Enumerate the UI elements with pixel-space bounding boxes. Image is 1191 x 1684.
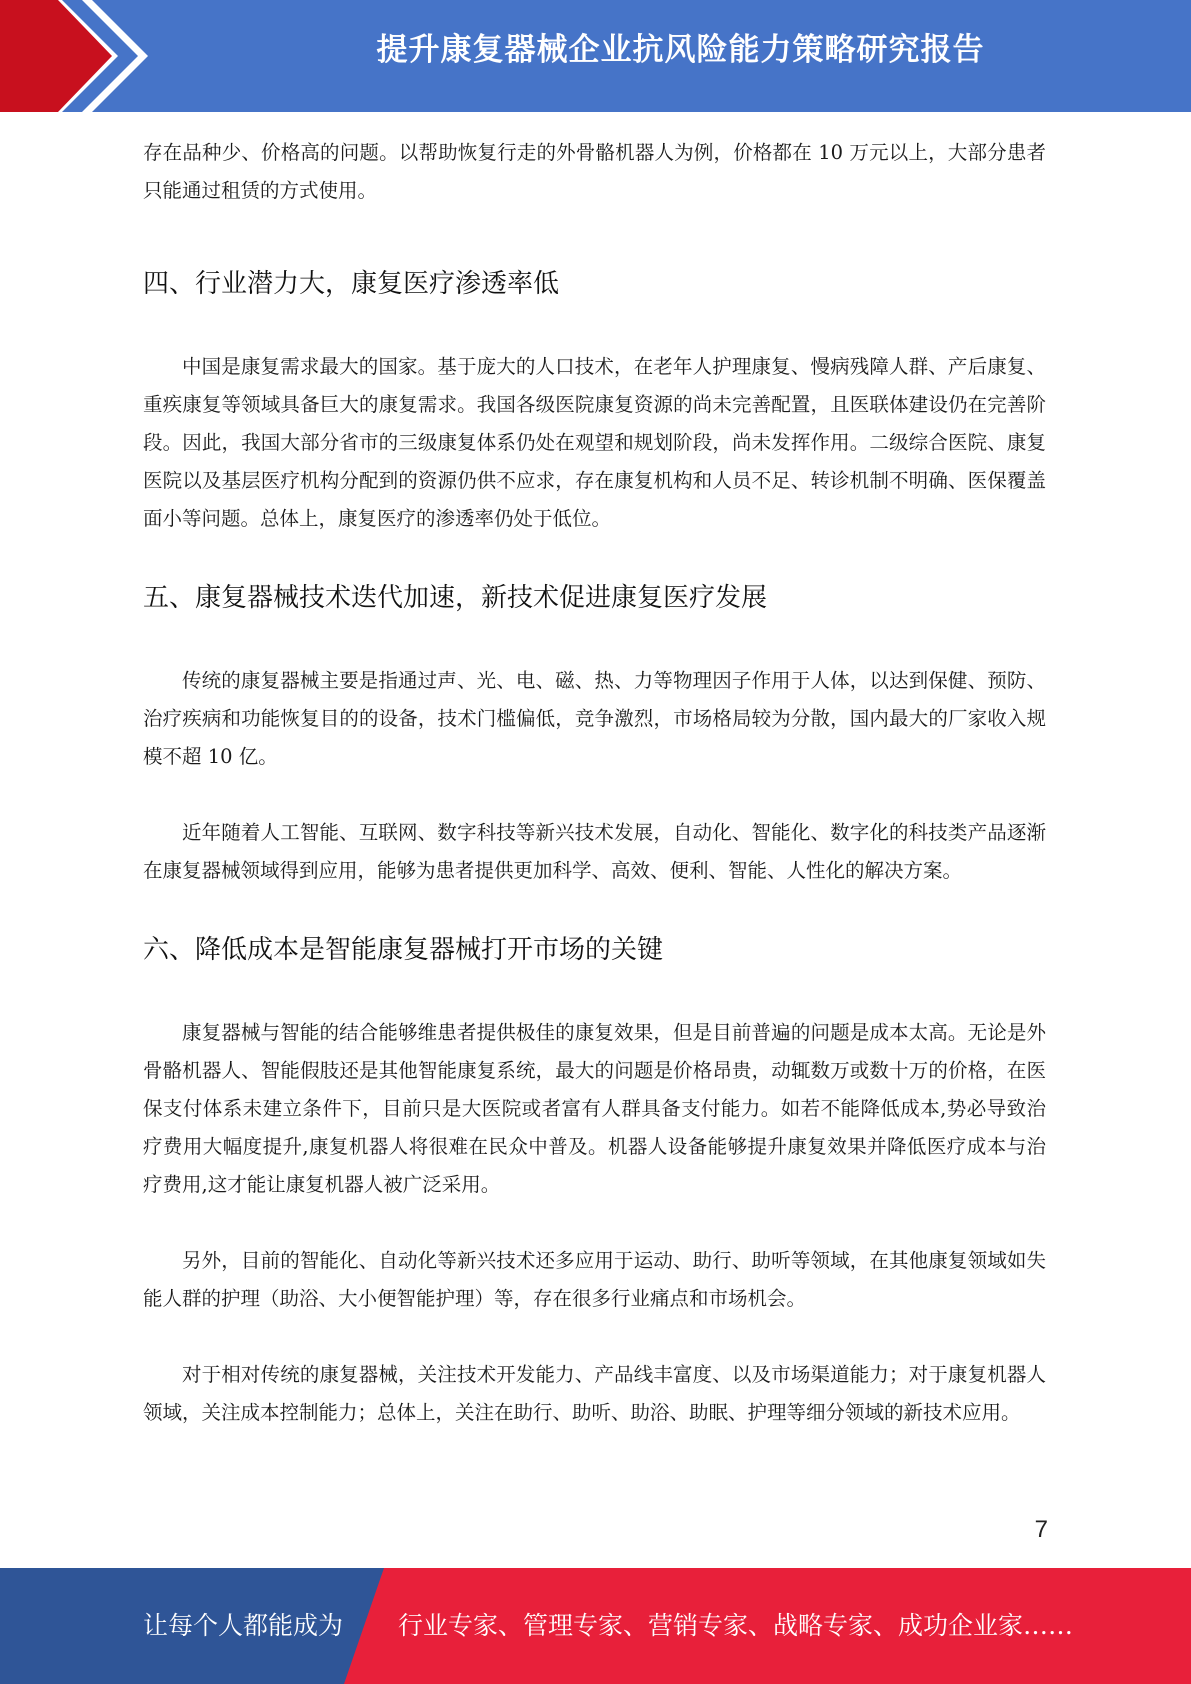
report-body — [143, 134, 1046, 1432]
footer-slogan-right: 行业专家、管理专家、营销专家、战略专家、成功企业家…… — [398, 1611, 1074, 1640]
section-four — [143, 264, 1046, 538]
paragraph: 康复器械与智能的结合能够维患者提供极佳的康复效果，但是目前普遍的问题是成本太高。无论是外骨骼机器人、智能假肢还是其他智能康复系统，最大的问题是价格昂贵，动辄数万或数十万的价格，在医保支付体系未建立条件下，目前只是大医院或者富有人群具备支付能力。如若不能降低成本,势必导致治疗费用大幅度提升,康复机器人将很难在民众中普及。机器人设备能够提升康复效果并降低医疗成本与治疗费用,这才能让康复机器人被广泛采用。 — [143, 1021, 1046, 1196]
footer-band — [0, 1568, 1191, 1684]
paragraph: 中国是康复需求最大的国家。基于庞大的人口技术，在老年人护理康复、慢病残障人群、产后康复、重疾康复等领域具备巨大的康复需求。我国各级医院康复资源的尚未完善配置，且医联体建设仍在完善阶段。因此，我国大部分省市的三级康复体系仍处在观望和规划阶段，尚未发挥作用。二级综合医院、康复医院以及基层医疗机构分配到的资源仍供不应求，存在康复机构和人员不足、转诊机制不明确、医保覆盖面小等问题。总体上，康复医疗的渗透率仍处于低位。 — [143, 355, 1046, 530]
footer-slogan-left: 让每个人都能成为 — [143, 1611, 344, 1640]
section-six — [143, 930, 1046, 1432]
section-five — [143, 578, 1046, 890]
section-heading: 六、降低成本是智能康复器械打开市场的关键 — [143, 935, 664, 965]
header-band — [0, 0, 1191, 112]
paragraph: 对于相对传统的康复器械，关注技术开发能力、产品线丰富度、以及市场渠道能力；对于康复机器人领域，关注成本控制能力；总体上，关注在助行、助听、助浴、助眠、护理等细分领域的新技术应用。 — [143, 1363, 1046, 1424]
paragraph: 近年随着人工智能、互联网、数字科技等新兴技术发展，自动化、智能化、数字化的科技类产品逐渐在康复器械领域得到应用，能够为患者提供更加科学、高效、便利、智能、人性化的解决方案。 — [143, 821, 1046, 882]
red-arrow-icon — [0, 0, 160, 112]
paragraph: 传统的康复器械主要是指通过声、光、电、磁、热、力等物理因子作用于人体，以达到保健、预防、治疗疾病和功能恢复目的的设备，技术门槛偏低，竞争激烈，市场格局较为分散，国内最大的厂家收入规模不超 10 亿。 — [143, 669, 1046, 768]
paragraph: 另外，目前的智能化、自动化等新兴技术还多应用于运动、助行、助听等领域，在其他康复领域如失能人群的护理（助浴、大小便智能护理）等，存在很多行业痛点和市场机会。 — [143, 1249, 1046, 1310]
section-heading: 四、行业潜力大，康复医疗渗透率低 — [143, 269, 560, 299]
paragraph: 存在品种少、价格高的问题。以帮助恢复行走的外骨骼机器人为例，价格都在 10 万元以上，大部分患者只能通过租赁的方式使用。 — [143, 141, 1046, 202]
page-number: 7 — [1034, 1516, 1048, 1543]
section-intro — [143, 134, 1046, 210]
header-title: 提升康复器械企业抗风险能力策略研究报告 — [376, 32, 985, 68]
section-heading: 五、康复器械技术迭代加速，新技术促进康复医疗发展 — [143, 583, 768, 613]
